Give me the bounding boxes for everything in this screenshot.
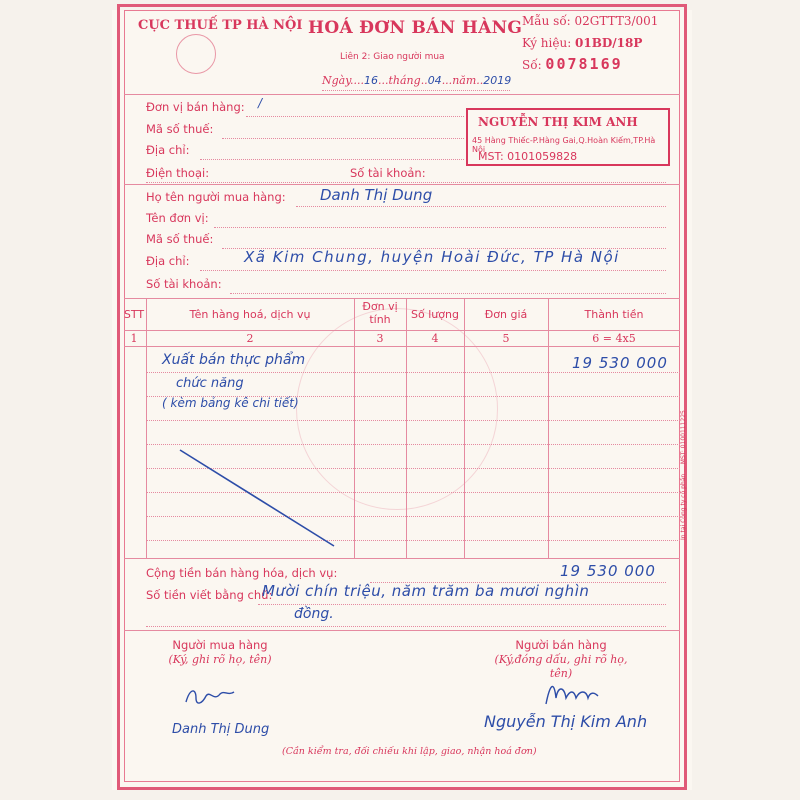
table-index-border	[124, 346, 680, 347]
item-description-line1: Xuất bán thực phẩm	[162, 352, 306, 368]
date-rule	[322, 90, 510, 91]
header-item: Tên hàng hoá, dịch vụ	[189, 308, 311, 321]
buyer-title: Người mua hàng	[172, 638, 268, 652]
invoice-symbol: Ký hiệu: 01BD/18P	[522, 36, 643, 50]
buyer-account-label: Số tài khoản:	[146, 277, 222, 291]
item-description-line3: ( kèm bảng kê chi tiết)	[162, 396, 299, 410]
buyer-name-label: Họ tên người mua hàng:	[146, 190, 286, 204]
copy-label: Liên 2: Giao người mua	[340, 52, 445, 62]
words-label: Số tiền viết bằng chữ:	[146, 588, 273, 602]
seller-phone-rule	[146, 182, 666, 183]
seller-title: Người bán hàng	[515, 638, 607, 652]
index-4: 4	[431, 332, 439, 345]
seller-unit-value: /	[258, 96, 263, 110]
seller-tax-rule	[222, 138, 464, 139]
seller-phone-label: Điện thoại:	[146, 166, 210, 180]
verification-note: (Cần kiểm tra, đối chiếu khi lập, giao, nhận hoá đơn)	[282, 746, 537, 757]
table-top-border	[124, 298, 680, 299]
amount-in-words-line1: Mười chín triệu, năm trăm ba mươi nghìn	[262, 582, 590, 600]
signature-divider	[124, 630, 680, 631]
item-description-line2: chức năng	[176, 376, 244, 391]
index-5: 5	[502, 332, 510, 345]
row-rule	[146, 372, 680, 373]
seller-printed-name: Nguyễn Thị Kim Anh	[484, 712, 648, 731]
seller-tax-label: Mã số thuế:	[146, 122, 214, 136]
row-rule	[146, 444, 680, 445]
table-bottom-border	[124, 558, 680, 559]
header-stt: STT	[123, 308, 145, 321]
index-3: 3	[376, 332, 384, 345]
cancel-stroke	[176, 446, 338, 550]
buyer-address-label: Địa chỉ:	[146, 254, 190, 268]
invoice-date: Ngày....16...tháng..04...năm..2019	[322, 74, 512, 87]
tax-office-emblem	[176, 34, 216, 74]
seller-address-label: Địa chỉ:	[146, 143, 190, 157]
seller-buyer-divider	[124, 184, 680, 185]
header-divider	[124, 94, 680, 95]
words-rule-1	[258, 604, 666, 605]
table-header-border	[124, 330, 680, 331]
buyer-account-rule	[230, 293, 666, 294]
seller-unit-label: Đơn vị bán hàng:	[146, 100, 245, 114]
seller-stamp	[466, 108, 670, 166]
stamp-name: NGUYỄN THỊ KIM ANH	[478, 115, 638, 129]
item-amount: 19 530 000	[572, 354, 668, 372]
buyer-signature-mark	[182, 682, 238, 712]
seller-unit-rule	[246, 116, 464, 117]
buyer-printed-name: Danh Thị Dung	[172, 722, 270, 737]
buyer-hint: (Ký, ghi rõ họ, tên)	[168, 653, 272, 666]
buyer-name-value: Danh Thị Dung	[320, 186, 433, 204]
header-unit: Đơn vị tính	[362, 300, 398, 326]
header-quantity: Số lượng	[411, 308, 459, 321]
seller-hint: (Ký,đóng dấu, ghi rõ họ, tên)	[494, 653, 628, 680]
amount-in-words-line2: đồng.	[294, 606, 334, 622]
buyer-unit-rule	[214, 227, 666, 228]
row-rule	[146, 420, 680, 421]
buyer-name-rule	[296, 206, 666, 207]
issuer-name: CỤC THUẾ TP HÀ NỘI	[138, 18, 303, 33]
index-2: 2	[246, 332, 254, 345]
stamp-tax-code: MST: 0101059828	[478, 150, 578, 163]
seller-address-rule	[200, 159, 464, 160]
form-number: Mẫu số: 02GTTT3/001	[522, 14, 659, 28]
seller-signature-mark	[540, 676, 600, 708]
index-6: 6 = 4x5	[592, 332, 636, 345]
buyer-signature-block	[150, 638, 290, 666]
buyer-address-rule	[200, 270, 666, 271]
buyer-unit-label: Tên đơn vị:	[146, 211, 209, 225]
words-rule-2	[146, 626, 666, 627]
header-unit-price: Đơn giá	[484, 308, 528, 321]
stamp-address: 45 Hàng Thiếc-P.Hàng Gai,Q.Hoàn Kiếm,TP.Hà Nội	[472, 136, 656, 154]
header-amount: Thành tiền	[584, 308, 644, 321]
total-value: 19 530 000	[560, 562, 656, 580]
buyer-address-value: Xã Kim Chung, huyện Hoài Đức, TP Hà Nội	[244, 248, 620, 266]
seller-signature-block	[486, 638, 636, 680]
printer-side-text: In tại Công ty cổ phần ... MST: 0100111225	[680, 410, 687, 540]
invoice-title: HOÁ ĐƠN BÁN HÀNG	[308, 18, 523, 38]
index-1: 1	[130, 332, 138, 345]
total-label: Cộng tiền bán hàng hóa, dịch vụ:	[146, 566, 338, 580]
seller-account-label: Số tài khoản:	[350, 166, 426, 180]
invoice-serial: Số: 0078169	[522, 55, 623, 73]
buyer-tax-label: Mã số thuế:	[146, 232, 214, 246]
